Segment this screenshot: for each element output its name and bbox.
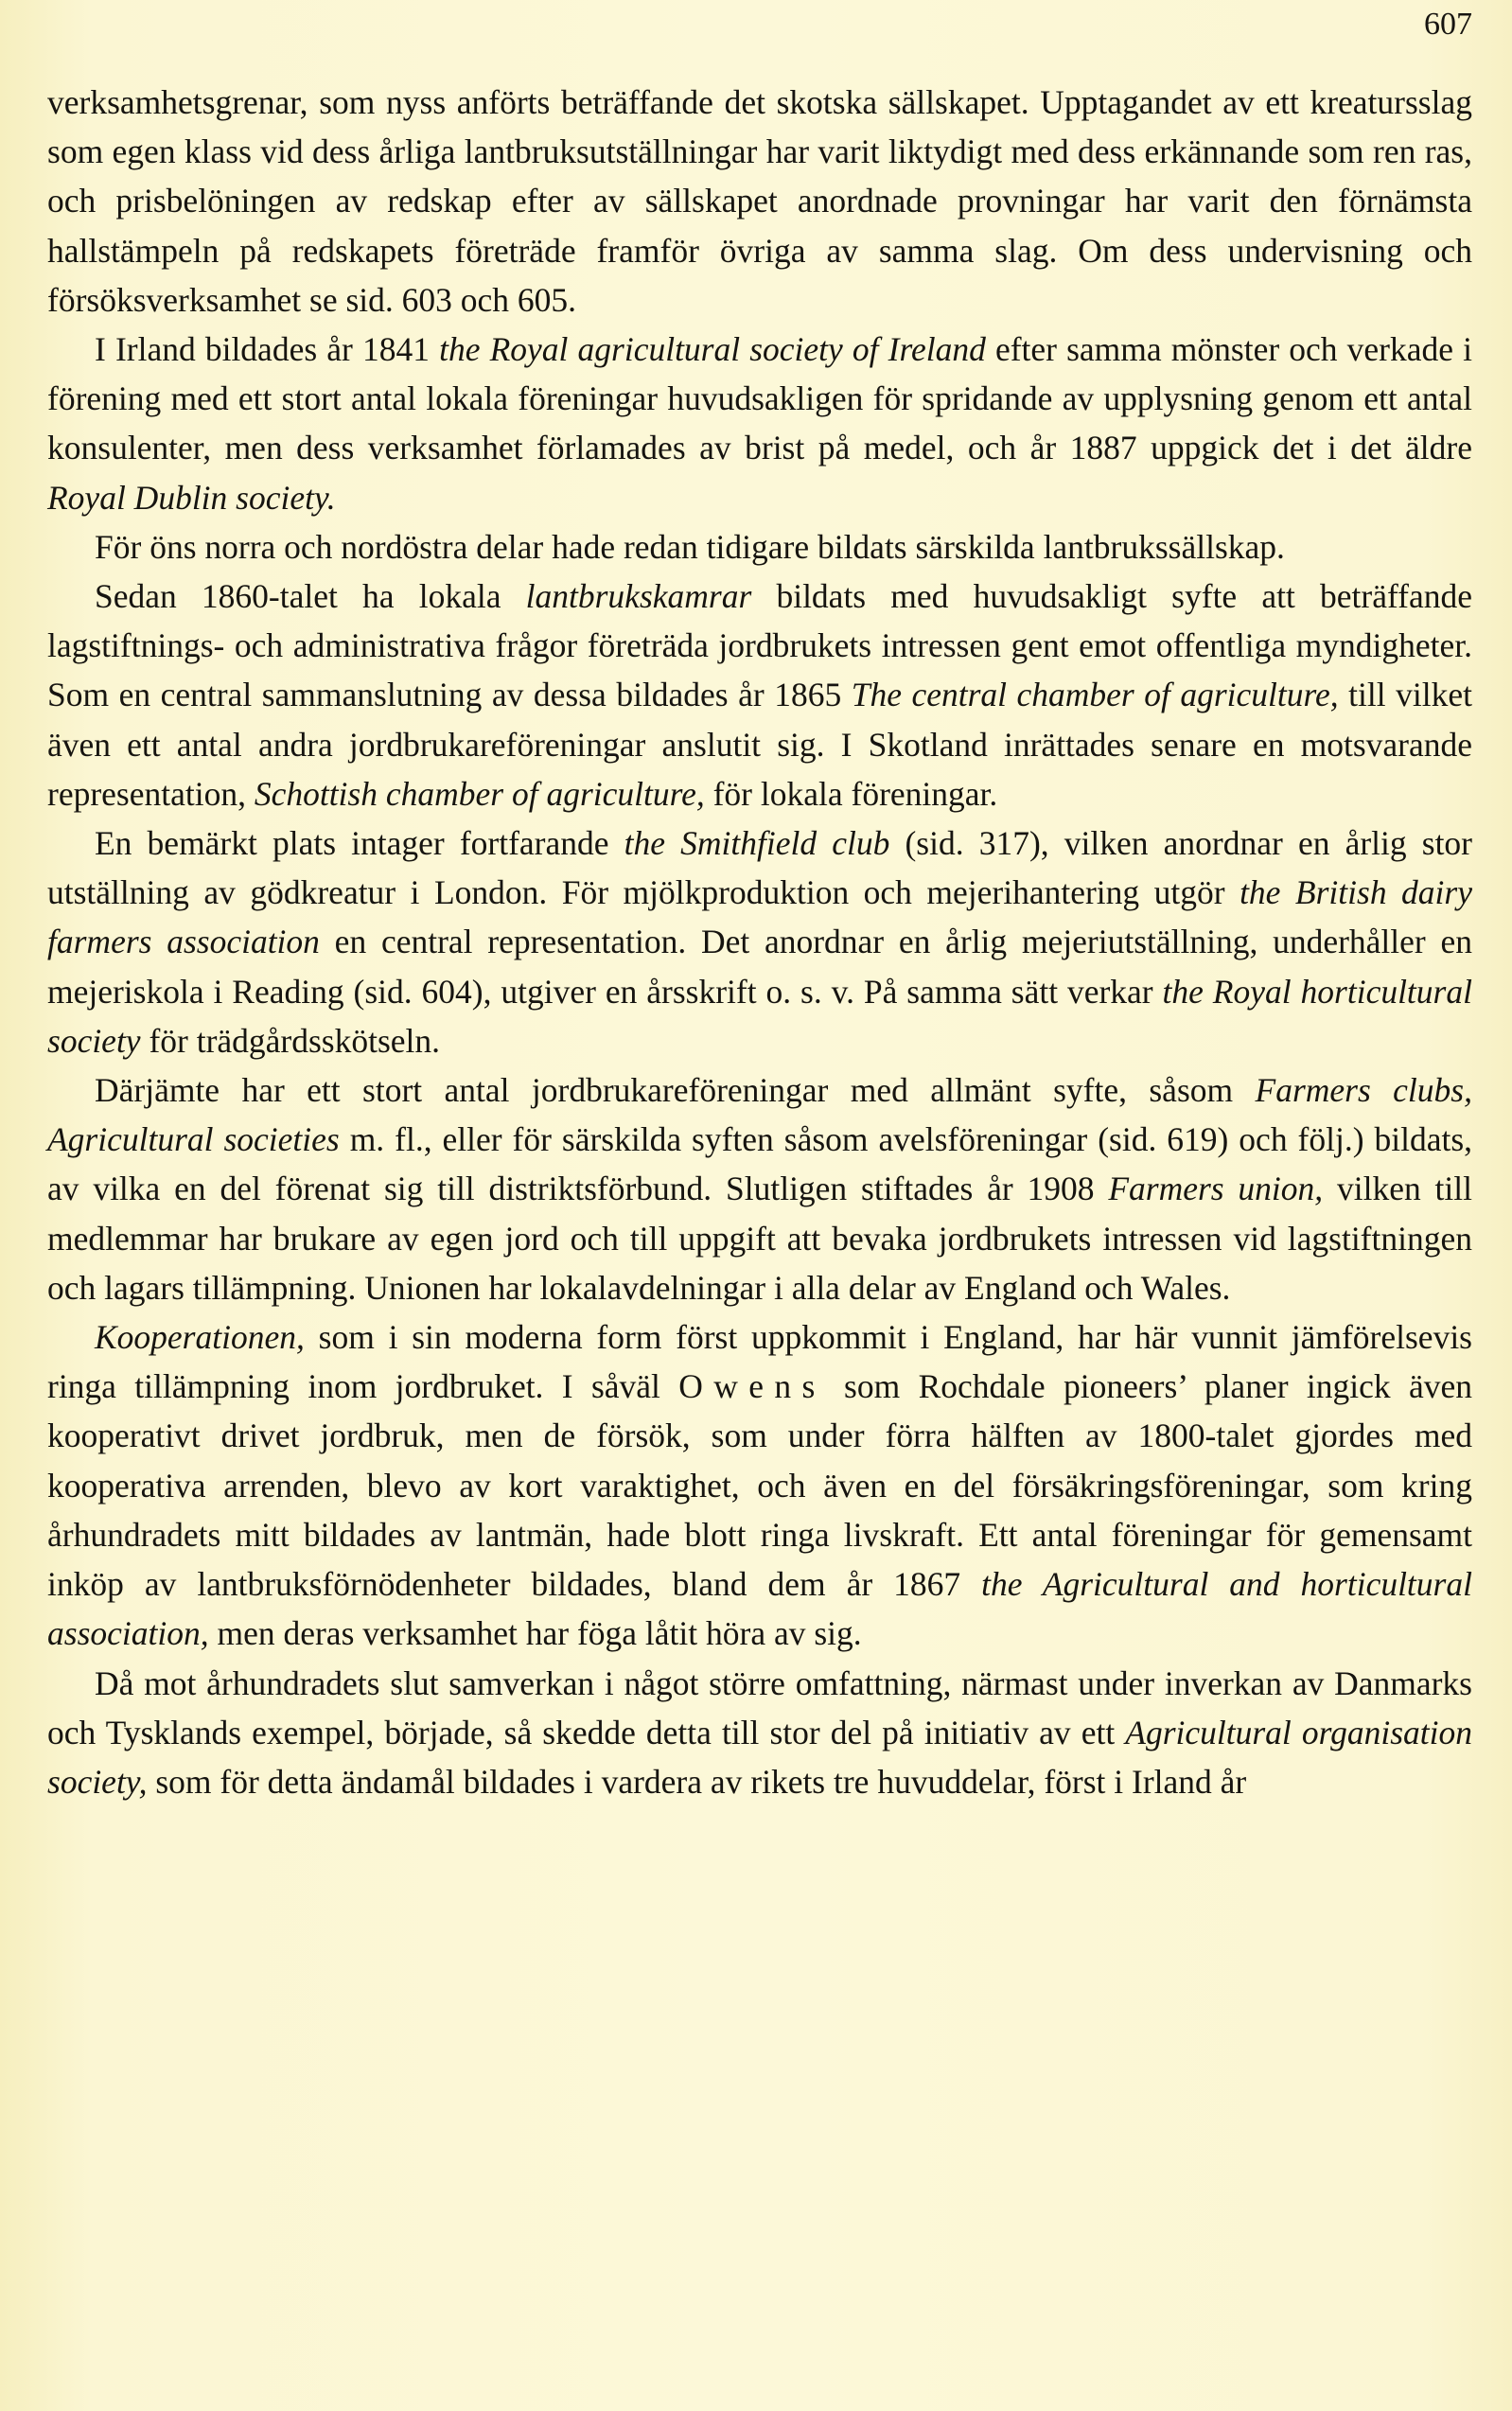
text-run: till vilket även ett antal andra jordbrukareföreningar anslutit sig. I Skotland inrättades senare en motsvarande representation, bbox=[47, 676, 1472, 813]
text-run: För öns norra och nordöstra delar hade redan tidigare bildats särskilda lantbrukssällskap. bbox=[95, 527, 1285, 566]
paragraph bbox=[47, 1659, 1472, 1807]
italic-run: The central chamber of agriculture, bbox=[851, 676, 1339, 714]
spaced-run: Owens bbox=[678, 1367, 826, 1406]
italic-run: the Smithfield club bbox=[624, 824, 890, 863]
page-number: 607 bbox=[1424, 7, 1472, 42]
italic-run: the Royal horticultural society bbox=[47, 972, 1472, 1060]
text-run: En bemärkt plats intager fortfarande bbox=[95, 824, 624, 863]
text-run: för lokala föreningar. bbox=[704, 774, 998, 813]
text-run: verksamhetsgrenar, som nyss anförts beträffande det skotska sällskapet. Upptagandet av ett kreatursslag som egen klass vid dess årliga lantbruksutställningar har varit liktydigt med dess erkännande som ren ras, och prisbelöningen av redskap efter av sällskapet anordnade provningar har varit den förnämsta hallstämpeln på redskapets företräde framför övriga av samma slag. Om dess undervisning och försöksverksamhet se sid. 603 och 605. bbox=[47, 83, 1472, 319]
text-run: Sedan 1860-talet ha lokala bbox=[95, 577, 526, 616]
italic-run: the British dairy farmers association bbox=[47, 873, 1472, 961]
italic-run: Schottish chamber of agriculture, bbox=[254, 774, 705, 813]
text-run: som i sin moderna form först uppkommit i England, har här vunnit jämförelsevis ringa tillämpning inom jordbruket. I såväl bbox=[47, 1318, 1472, 1406]
text-run: m. fl., eller för särskilda syften såsom avelsföreningar (sid. 619) och följ.) bildats, av vilka en del förenat sig till distriktsförbund. Slutligen stiftades år 1908 bbox=[47, 1120, 1473, 1208]
text-run: vilken till medlemmar har brukare av egen jord och till uppgift att bevaka jordbrukets intressen vid lagstiftningen och lagars tillämpning. Unionen har lokalavdelningar i alla delar av England och Wales. bbox=[47, 1170, 1473, 1307]
italic-run: Farmers clubs, Agricultural societies bbox=[47, 1071, 1472, 1159]
paragraph bbox=[47, 522, 1472, 572]
text-run: I Irland bildades år 1841 bbox=[95, 330, 440, 369]
paragraph bbox=[47, 572, 1472, 818]
paragraph bbox=[47, 818, 1472, 1065]
italic-run: Agricultural organisation society, bbox=[47, 1713, 1472, 1801]
italic-run: the Royal agricultural society of Ireland bbox=[439, 330, 986, 369]
text-run: men deras verksamhet har föga låtit höra av sig. bbox=[208, 1614, 862, 1653]
text-run: efter samma mönster och verkade i förening med ett stort antal lokala föreningar huvudsakligen för spridande av upplysning genom ett antal konsulenter, men dess verksamhet förlamades av brist på medel, och år 1887 uppgick det i det äldre bbox=[47, 330, 1472, 467]
text-run: Därjämte har ett stort antal jordbrukareföreningar med allmänt syfte, såsom bbox=[95, 1071, 1256, 1110]
italic-run: Royal Dublin society. bbox=[47, 478, 336, 517]
italic-run: Kooperationen, bbox=[95, 1318, 305, 1357]
text-run: Då mot århundradets slut samverkan i något större omfattning, närmast under inverkan av Danmarks och Tysklands exempel, började, så skedde detta till stor del på initiativ av ett bbox=[47, 1663, 1472, 1751]
paragraph bbox=[47, 1312, 1472, 1658]
body-text bbox=[47, 78, 1472, 1806]
italic-run: the Agricultural and horticultural association, bbox=[47, 1565, 1472, 1653]
paragraph bbox=[47, 1065, 1472, 1312]
text-run: en central representation. Det anordnar en årlig mejeriutställning, underhåller en mejeriskola i Reading (sid. 604), utgiver en årsskrift o. s. v. På samma sätt verkar bbox=[47, 923, 1472, 1011]
text-run: som Rochdale pioneers’ planer ingick även kooperativt drivet jordbruk, men de försök, som under förra hälften av 1800-talet gjordes med kooperativa arrenden, blevo av kort varaktighet, och även en del försäkringsföreningar, som kring århundradets mitt bildades av lantmän, hade blott ringa livskraft. Ett antal föreningar för gemensamt inköp av lantbruksförnödenheter bildades, bland dem år 1867 bbox=[47, 1367, 1472, 1604]
italic-run: lantbrukskamrar bbox=[525, 577, 752, 616]
paragraph bbox=[47, 78, 1472, 325]
paragraph bbox=[47, 325, 1472, 522]
text-run: för trädgårdsskötseln. bbox=[140, 1021, 441, 1060]
text-run: bildats med huvudsakligt syfte att beträffande lagstiftnings- och administrativa frågor företräda jordbrukets intressen gent emot offentliga myndigheter. Som en central sammanslutning av dessa bildades år 1865 bbox=[47, 577, 1472, 714]
text-run: som för detta ändamål bildades i vardera av rikets tre huvuddelar, först i Irland år bbox=[147, 1762, 1247, 1801]
text-run: (sid. 317), vilken anordnar en årlig stor utställning av gödkreatur i London. För mjölkproduktion och mejerihantering utgör bbox=[47, 824, 1472, 912]
italic-run: Farmers union, bbox=[1108, 1170, 1324, 1208]
